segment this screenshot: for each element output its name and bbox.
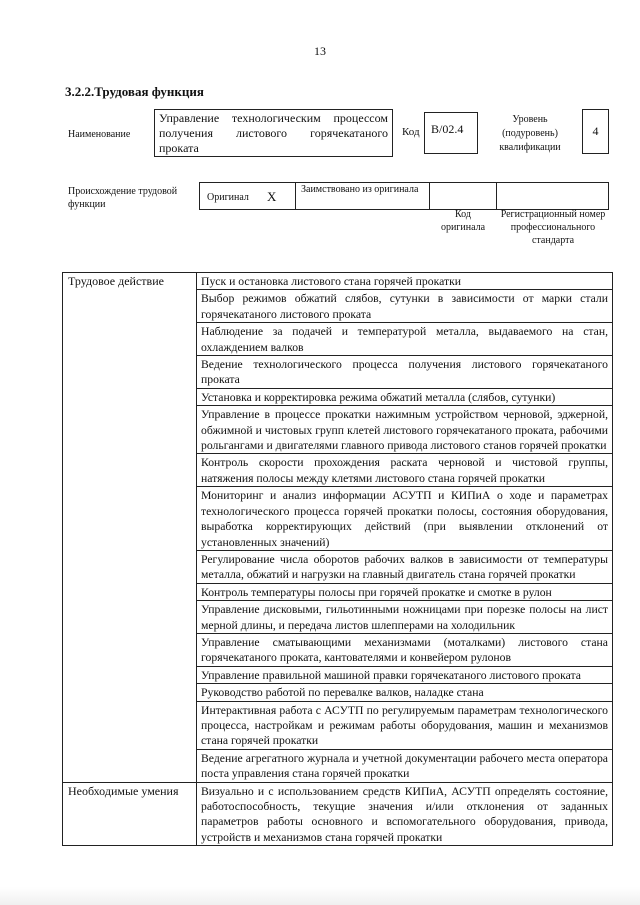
name-label: Наименование <box>68 129 131 140</box>
reg-number-label: Регистрационный номер профессионального стандарта <box>500 209 606 246</box>
original-cell <box>199 182 296 210</box>
labor-action-item: Интерактивная работа с АСУТП по регулируемым параметрам технологического процесса, настройкам и режимам работы оборудования, машин и механизмов стана горячей прокатки <box>197 701 613 749</box>
code-label: Код <box>402 126 420 138</box>
labor-action-item: Управление в процессе прокатки нажимным устройством черновой, эджерной, обжимной и чистовых групп клетей листового горячекатаного проката, рабочими рольгангами и двигателями главного привода листового станов горячей прокатки <box>197 406 613 454</box>
labor-action-item: Выбор режимов обжатий слябов, сутунки в зависимости от марки стали горячекатаного листового проката <box>197 290 613 323</box>
skills-label: Необходимые умения <box>63 782 197 846</box>
labor-action-item: Ведение технологического процесса получения листового горячекатаного проката <box>197 356 613 389</box>
skill-item: Визуально и с использованием средств КИПиА, АСУТП определять состояние, работоспособность, текущие значения и/или отклонения от заданных параметров работы основного и вспомогательного оборудования, привода, устройств и механизмов стана горячей прокатки <box>197 782 613 846</box>
labor-action-item: Мониторинг и анализ информации АСУТП и КИПиА о ходе и параметрах технологического процесса горячей прокатки полосы, состояния оборудования, выработка корректирующих действий (при выявлении отклонений от установленных значений) <box>197 487 613 551</box>
level-value: 4 <box>582 109 609 154</box>
page-number: 13 <box>314 44 326 58</box>
labor-action-item: Управление дисковыми, гильотинными ножницами при порезке полосы на лист мерной длины, и передача листов шлепперами на холодильник <box>197 601 613 634</box>
labor-action-item: Пуск и остановка листового стана горячей прокатки <box>197 273 613 290</box>
name-value: Управление технологическим процессом получения листового горячекатаного проката <box>154 109 393 157</box>
labor-action-item: Установка и корректировка режима обжатий металла (слябов, сутунки) <box>197 388 613 405</box>
section-title: 3.2.2.Трудовая функция <box>65 84 204 99</box>
table-row <box>63 273 613 290</box>
labor-action-item: Контроль температуры полосы при горячей прокатке и смотке в рулон <box>197 583 613 600</box>
level-label: Уровень (подуровень) квалификации <box>499 114 561 153</box>
labor-action-item: Наблюдение за подачей и температурой металла, выдаваемого на стан, охлаждением валков <box>197 323 613 356</box>
borrowed-cell <box>295 182 430 210</box>
borrowed-label: Заимствовано из оригинала <box>301 184 419 195</box>
labor-action-item: Ведение агрегатного журнала и учетной документации рабочего места оператора поста управления стана горячей прокатки <box>197 749 613 782</box>
labor-action-item: Контроль скорости прохождения раската черновой и чистовой группы, натяжения полосы между клетями листового стана горячей прокатки <box>197 454 613 487</box>
original-mark: X <box>267 189 277 204</box>
reg-number-cell <box>496 182 609 210</box>
labor-action-item: Регулирование числа оборотов рабочих валков в зависимости от температуры металла, обжатий и нагрузки на главный двигатель стана горячей прокатки <box>197 550 613 583</box>
page-bottom-edge <box>0 887 640 905</box>
labor-action-item: Управление правильной машиной правки горячекатаного листового проката <box>197 666 613 683</box>
original-label: Оригинал <box>207 192 249 203</box>
labor-action-item: Руководство работой по перевалке валков, наладке стана <box>197 684 613 701</box>
labor-action-item: Управление сматывающими механизмами (моталками) листового стана горячекатаного проката, кантователями и конвейером рулонов <box>197 633 613 666</box>
code-original-label: Код оригинала <box>440 209 486 233</box>
code-value: B/02.4 <box>424 112 478 154</box>
function-table <box>62 272 613 846</box>
table-row <box>63 782 613 846</box>
labor-actions-label: Трудовое действие <box>63 273 197 783</box>
origin-label: Происхождение трудовой функции <box>68 186 178 210</box>
code-original-cell <box>429 182 497 210</box>
